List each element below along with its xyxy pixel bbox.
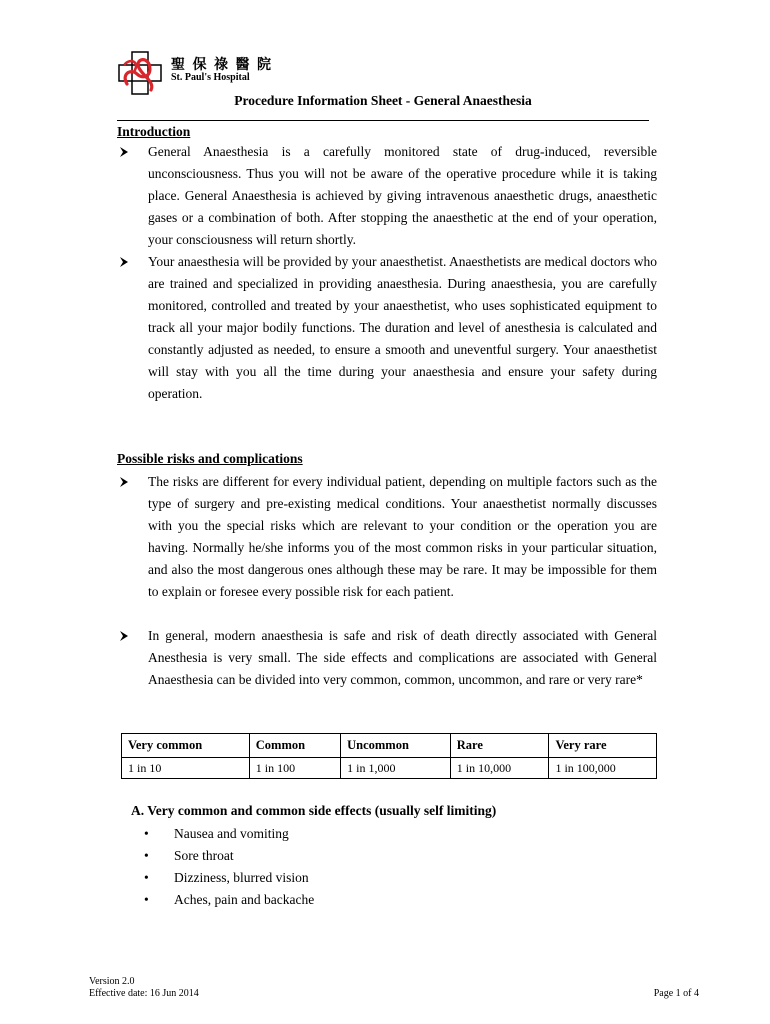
risk-frequency-table xyxy=(121,733,657,779)
table-header-cell: Rare xyxy=(450,734,549,758)
footer-version: Version 2.0 xyxy=(89,976,135,987)
arrow-bullet-icon xyxy=(117,625,133,647)
bullet-dot-icon: • xyxy=(144,848,149,863)
hospital-name-chinese: 聖 保 祿 醫 院 xyxy=(171,58,273,73)
risks-paragraph: In general, modern anaesthesia is safe and risk of death directly associated with General Anesthesia is very small. The side effects and complications are associated with General Anaesthesia can be divided into very common, common, uncommon, and rare or very rare* xyxy=(148,628,657,687)
hospital-name-english: St. Paul's Hospital xyxy=(171,72,250,83)
footer-page-number: Page 1 of 4 xyxy=(653,988,699,999)
table-cell: 1 in 100,000 xyxy=(549,758,657,779)
side-effect-label: Dizziness, blurred vision xyxy=(174,870,309,885)
hospital-logo xyxy=(117,50,273,96)
bullet-dot-icon: • xyxy=(144,870,149,885)
intro-paragraph: Your anaesthesia will be provided by your anaesthetist. Anaesthetists are medical doctors who are trained and specialized in providing anaesthesia. During anaesthesia, you are carefully monitored, controlled and treated by your anaesthetist, who uses sophisticated equipment to track all your major bodily functions. The duration and level of anesthesia is calculated and constantly adjusted as needed, to ensure a smooth and uneventful surgery. Your anaesthetist will stay with you all the time during your anaesthesia and ensure your safety during operation. xyxy=(148,254,657,401)
intro-paragraph: General Anaesthesia is a carefully monitored state of drug-induced, reversible unconsciousness. Thus you will not be aware of the operative procedure while it is taking place. General Anaesthesia is achieved by giving intravenous anaesthetic drugs, anaesthetic gases or a combination of both. After stopping the anaesthetic at the end of your operation, your consciousness will return shortly. xyxy=(148,144,657,247)
footer-effective-date: Effective date: 16 Jun 2014 xyxy=(89,988,199,999)
side-effect-label: Aches, pain and backache xyxy=(174,892,315,907)
document-title: Procedure Information Sheet - General Anaesthesia xyxy=(234,93,532,108)
table-header-row xyxy=(122,734,657,758)
intro-bullet-1 xyxy=(117,141,657,251)
side-effect-label: Nausea and vomiting xyxy=(174,826,289,841)
bullet-dot-icon: • xyxy=(144,826,149,841)
table-header-cell: Uncommon xyxy=(341,734,451,758)
arrow-bullet-icon xyxy=(117,251,133,273)
introduction-heading: Introduction xyxy=(117,124,191,139)
risks-heading: Possible risks and complications xyxy=(117,451,303,466)
table-cell: 1 in 1,000 xyxy=(341,758,451,779)
arrow-bullet-icon xyxy=(117,471,133,493)
table-row xyxy=(122,758,657,779)
risks-bullet-2 xyxy=(117,625,657,691)
list-item xyxy=(140,845,314,867)
arrow-bullet-icon xyxy=(117,141,133,163)
table-cell: 1 in 10,000 xyxy=(450,758,549,779)
bullet-dot-icon: • xyxy=(144,892,149,907)
table-cell: 1 in 10 xyxy=(122,758,250,779)
table-header-cell: Very common xyxy=(122,734,250,758)
table-header-cell: Very rare xyxy=(549,734,657,758)
hospital-cross-logo-icon xyxy=(117,50,163,96)
list-item xyxy=(140,867,314,889)
table-header-cell: Common xyxy=(249,734,340,758)
risks-bullet-1 xyxy=(117,471,657,603)
table-cell: 1 in 100 xyxy=(249,758,340,779)
side-effect-label: Sore throat xyxy=(174,848,234,863)
title-divider xyxy=(117,120,649,121)
intro-bullet-2 xyxy=(117,251,657,405)
side-effects-list xyxy=(140,823,314,911)
list-item xyxy=(140,823,314,845)
list-item xyxy=(140,889,314,911)
risks-paragraph: The risks are different for every individual patient, depending on multiple factors such as the type of surgery and pre-existing medical conditions. Your anaesthetist normally discusses with you the special risks which are relevant to your condition or the operation you are having. Normally he/she informs you of the most common risks in your particular situation, and also the most dangerous ones although these may be rare. It may be impossible for them to explain or foresee every possible risk for each patient. xyxy=(148,474,657,599)
side-effects-heading: A. Very common and common side effects (usually self limiting) xyxy=(131,803,497,818)
